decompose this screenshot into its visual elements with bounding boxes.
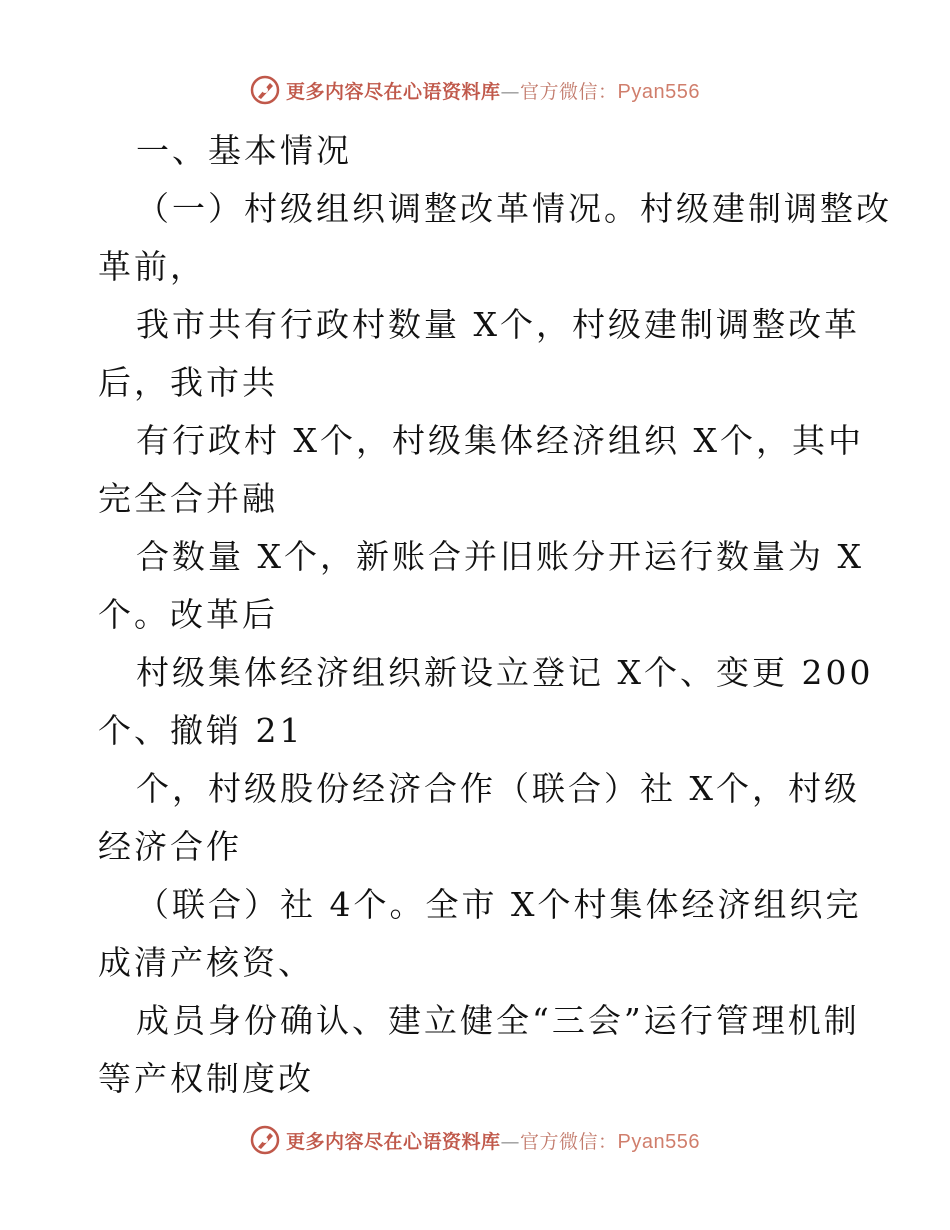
text-line: 有行政村 X个，村级集体经济组织 X个，其中: [136, 421, 864, 460]
watermark-text: [286, 77, 700, 104]
text-line: 成员身份确认、建立健全“三会”运行管理机制: [136, 1001, 860, 1040]
pen-logo-icon: [250, 75, 280, 105]
text-line: （一）村级组织调整改革情况。村级建制调整改: [136, 189, 892, 228]
text-line: 等产权制度改: [98, 1059, 314, 1098]
document-body: [98, 122, 892, 1108]
header-watermark: [0, 70, 950, 110]
text-line: 完全合并融: [98, 479, 278, 518]
text-line: 成清产核资、: [98, 943, 314, 982]
watermark-wechat-id: Pyan556: [617, 1130, 700, 1153]
watermark-text: [286, 1127, 700, 1154]
text-line: 后，我市共: [98, 363, 278, 402]
watermark-separator: —: [500, 80, 521, 103]
text-line: 我市共有行政村数量 X个，村级建制调整改革: [136, 305, 860, 344]
watermark-brand: 更多内容尽在心语资料库: [286, 1130, 501, 1153]
text-line: 个，村级股份经济合作（联合）社 X个，村级: [136, 769, 860, 808]
footer-watermark: [0, 1120, 950, 1160]
watermark-wechat-label: 官方微信：: [520, 1130, 618, 1153]
text-line: 经济合作: [98, 827, 242, 866]
pen-logo-icon: [250, 1125, 280, 1155]
watermark-brand: 更多内容尽在心语资料库: [286, 80, 501, 103]
text-line: 个。改革后: [98, 595, 278, 634]
text-line: 革前，: [98, 247, 206, 286]
text-line: 合数量 X个，新账合并旧账分开运行数量为 X: [136, 537, 864, 576]
watermark-wechat-id: Pyan556: [617, 80, 700, 103]
text-line: 村级集体经济组织新设立登记 X个、变更 200: [136, 653, 874, 692]
text-line: （联合）社 4个。全市 X个村集体经济组织完: [136, 885, 862, 924]
text-line: 个、撤销 21: [98, 711, 304, 750]
watermark-separator: —: [500, 1130, 521, 1153]
watermark-wechat-label: 官方微信：: [520, 80, 618, 103]
section-heading: 一、基本情况: [136, 131, 352, 170]
